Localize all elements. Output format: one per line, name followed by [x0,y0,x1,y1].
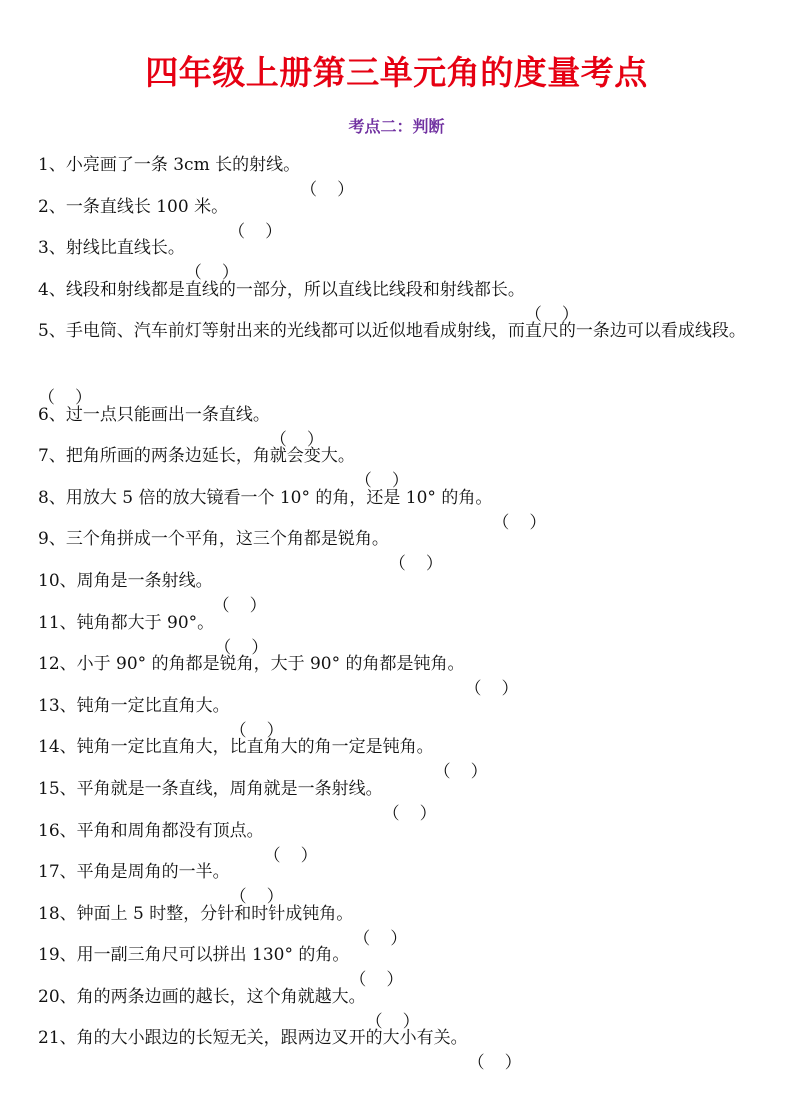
question-number: 4、 [38,279,66,300]
question-text: 小于 90° 的角都是锐角，大于 90° 的角都是钝角。 [76,654,465,675]
question-number: 16、 [38,820,77,841]
question-number: 8、 [38,487,66,508]
question-number: 20、 [38,986,77,1007]
question-number: 17、 [38,862,77,883]
question-item [38,603,760,645]
question-item [38,311,760,394]
question-text: 线段和射线都是直线的一部分，所以直线比线段和射线都长。 [65,279,525,300]
question-text: 角的大小跟边的长短无关，跟两边叉开的大小有关。 [76,1028,468,1049]
question-item [38,187,760,229]
question-text: 角的两条边画的越长，这个角就越大。 [76,986,366,1007]
question-number: 11、 [38,612,77,633]
question-text: 射线比直线长。 [65,238,185,259]
question-number: 18、 [38,903,77,924]
question-number: 15、 [38,778,77,799]
question-number: 19、 [38,945,77,966]
question-number: 12、 [38,654,77,675]
question-number: 1、 [38,155,66,175]
question-number: 14、 [38,737,77,758]
question-number: 3、 [38,238,66,259]
question-number: 7、 [38,446,66,467]
question-item [38,727,760,769]
question-item [38,644,760,686]
question-item [38,686,760,728]
question-text: 小亮画了一条 3cm 长的射线。 [65,155,301,175]
question-number: 21、 [38,1028,77,1049]
question-text: 钟面上 5 时整，分针和时针成钝角。 [76,903,354,924]
question-text: 钝角一定比直角大。 [76,695,230,716]
question-text: 平角是周角的一半。 [76,862,230,883]
question-item [38,852,760,894]
question-text: 钝角一定比直角大，比直角大的角一定是钝角。 [76,737,434,758]
question-number: 6、 [38,404,66,425]
question-number: 10、 [38,570,77,591]
question-number: 13、 [38,695,77,716]
question-item [38,395,760,437]
question-item [38,228,760,270]
question-text: 周角是一条射线。 [76,570,213,591]
question-text: 把角所画的两条边延长，角就会变大。 [65,446,355,467]
question-item [38,145,760,187]
question-item [38,519,760,561]
question-item [38,1018,760,1060]
question-text: 手电筒、汽车前灯等射出来的光线都可以近似地看成射线，而直尺的一条边可以看成线段。 [65,321,746,342]
question-text: 过一点只能画出一条直线。 [65,404,270,425]
question-text: 平角和周角都没有顶点。 [76,820,264,841]
question-item [38,436,760,478]
question-text: 三个角拼成一个平角，这三个角都是锐角。 [65,529,389,550]
question-list [38,145,760,1060]
section-subtitle: 考点二：判断 [348,117,445,136]
question-text: 用一副三角尺可以拼出 130° 的角。 [76,945,350,966]
question-item [38,894,760,936]
question-text: 平角就是一条直线，周角就是一条射线。 [76,778,383,799]
page-title: 四年级上册第三单元角的度量考点 [145,53,648,92]
question-text: 用放大 5 倍的放大镜看一个 10° 的角，还是 10° 的角。 [65,487,493,508]
question-text: 一条直线长 100 米。 [65,196,229,217]
question-item [38,270,760,312]
question-number: 2、 [38,196,66,217]
question-item [38,769,760,811]
question-text: 钝角都大于 90°。 [76,612,215,633]
question-number: 9、 [38,529,66,550]
question-number: 5、 [38,321,66,342]
